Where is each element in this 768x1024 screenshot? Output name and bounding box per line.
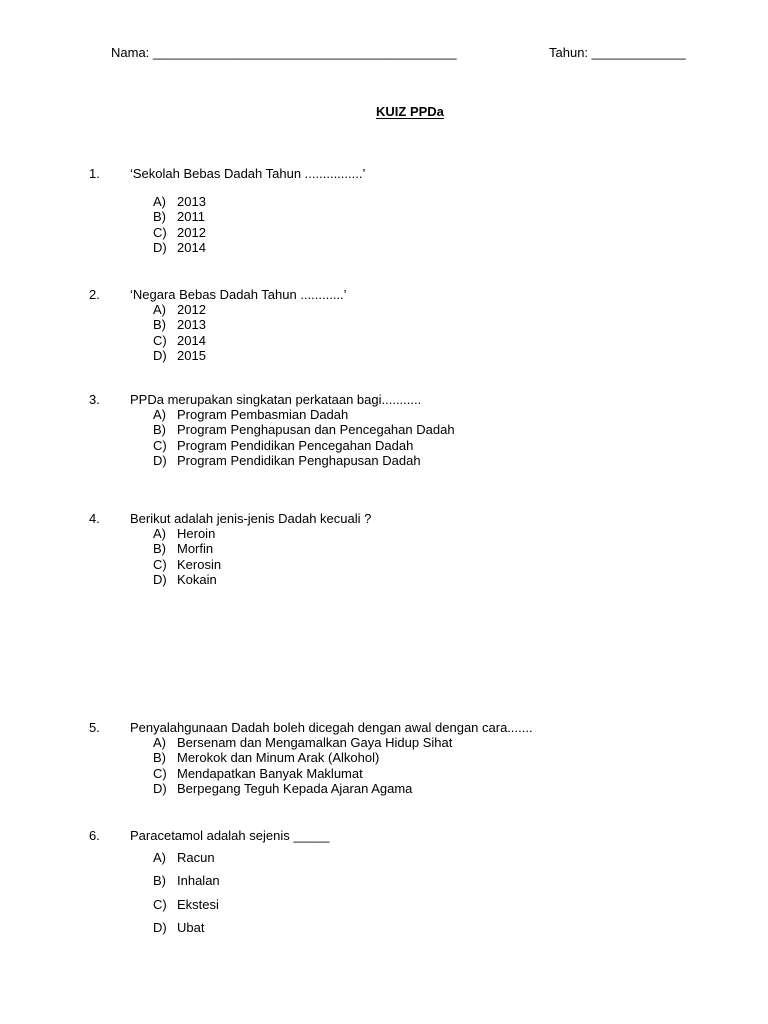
option-letter: B): [153, 209, 166, 225]
option-letter: D): [153, 348, 167, 364]
option-letter: C): [153, 765, 167, 781]
option-letter: A): [153, 735, 166, 750]
option-a[interactable]: [153, 735, 452, 750]
option-letter: A): [153, 850, 166, 865]
options-list: [153, 526, 221, 588]
option-b[interactable]: [153, 750, 452, 765]
option-text: Ekstesi: [177, 896, 219, 912]
options-list: [153, 846, 220, 939]
option-letter: B): [153, 541, 166, 557]
question-text: Paracetamol adalah sejenis _____: [130, 828, 330, 843]
question-text: PPDa merupakan singkatan perkataan bagi...........: [130, 392, 422, 407]
option-text: Mendapatkan Banyak Maklumat: [177, 765, 363, 781]
option-text: 2012: [177, 224, 206, 240]
option-d[interactable]: [153, 453, 455, 468]
option-c[interactable]: [153, 225, 206, 240]
option-d[interactable]: [153, 240, 206, 255]
options-list: [153, 407, 455, 469]
option-a[interactable]: [153, 302, 206, 317]
option-text: Program Pembasmian Dadah: [177, 407, 349, 422]
option-text: 2012: [177, 302, 206, 317]
option-c[interactable]: [153, 893, 220, 916]
option-d[interactable]: [153, 572, 221, 587]
option-text: Program Penghapusan dan Pencegahan Dadah: [177, 422, 455, 438]
year-field-label: [549, 45, 686, 60]
option-letter: A): [153, 194, 166, 209]
option-text: Program Pendidikan Penghapusan Dadah: [177, 453, 421, 469]
option-letter: C): [153, 437, 167, 453]
tahun-answer-line[interactable]: _____________: [591, 45, 686, 60]
option-b[interactable]: [153, 317, 206, 332]
question-text: Berikut adalah jenis-jenis Dadah kecuali ?: [130, 511, 372, 526]
option-letter: D): [153, 572, 167, 588]
option-text: Program Pendidikan Pencegahan Dadah: [177, 437, 414, 453]
option-text: Inhalan: [177, 873, 220, 889]
option-b[interactable]: [153, 209, 206, 224]
option-letter: D): [153, 453, 167, 469]
question-text: Penyalahgunaan Dadah boleh dicegah dengan awal dengan cara.......: [130, 720, 533, 735]
nama-label: Nama:: [111, 45, 150, 60]
option-letter: B): [153, 873, 166, 889]
option-letter: A): [153, 407, 166, 422]
question-number: 3.: [89, 392, 100, 407]
option-letter: C): [153, 896, 167, 912]
options-list: [153, 735, 452, 797]
option-text: Kerosin: [177, 556, 222, 572]
page-title: KUIZ PPDa: [376, 104, 444, 119]
option-c[interactable]: [153, 766, 452, 781]
option-letter: B): [153, 422, 166, 438]
option-letter: B): [153, 317, 166, 333]
option-letter: D): [153, 919, 167, 935]
option-text: 2013: [177, 317, 206, 333]
options-list: [153, 302, 206, 364]
option-letter: A): [153, 302, 166, 317]
option-d[interactable]: [153, 781, 452, 796]
option-text: Racun: [177, 850, 215, 865]
option-text: 2011: [177, 209, 205, 225]
option-b[interactable]: [153, 541, 221, 556]
tahun-label: Tahun:: [549, 45, 589, 60]
nama-answer-line[interactable]: __________________________________________: [152, 45, 457, 60]
option-a[interactable]: [153, 407, 455, 422]
question-number: 4.: [89, 511, 100, 526]
option-letter: A): [153, 526, 166, 541]
option-letter: B): [153, 750, 166, 766]
option-text: Heroin: [177, 526, 216, 541]
name-field-label: [111, 45, 457, 60]
option-text: 2015: [177, 348, 206, 364]
option-c[interactable]: [153, 557, 221, 572]
question-number: 2.: [89, 287, 100, 302]
option-text: 2014: [177, 240, 206, 256]
option-c[interactable]: [153, 438, 455, 453]
option-b[interactable]: [153, 422, 455, 437]
option-a[interactable]: [153, 526, 221, 541]
option-letter: C): [153, 556, 167, 572]
question-number: 1.: [89, 166, 100, 181]
option-text: 2014: [177, 332, 206, 348]
option-a[interactable]: [153, 846, 220, 869]
question-text: ‘Negara Bebas Dadah Tahun ............’: [130, 287, 347, 302]
option-d[interactable]: [153, 348, 206, 363]
option-text: 2013: [177, 194, 206, 209]
option-text: Berpegang Teguh Kepada Ajaran Agama: [177, 781, 413, 797]
option-text: Ubat: [177, 919, 205, 935]
option-text: Kokain: [177, 572, 217, 588]
question-number: 6.: [89, 828, 100, 843]
option-letter: D): [153, 781, 167, 797]
option-c[interactable]: [153, 333, 206, 348]
option-text: Morfin: [177, 541, 214, 557]
options-list: [153, 194, 206, 256]
option-d[interactable]: [153, 916, 220, 939]
option-letter: C): [153, 224, 167, 240]
option-letter: D): [153, 240, 167, 256]
option-a[interactable]: [153, 194, 206, 209]
option-text: Bersenam dan Mengamalkan Gaya Hidup Sihat: [177, 735, 453, 750]
question-number: 5.: [89, 720, 100, 735]
option-b[interactable]: [153, 869, 220, 892]
question-text: ‘Sekolah Bebas Dadah Tahun ................’: [130, 166, 366, 181]
option-letter: C): [153, 332, 167, 348]
option-text: Merokok dan Minum Arak (Alkohol): [177, 750, 380, 766]
